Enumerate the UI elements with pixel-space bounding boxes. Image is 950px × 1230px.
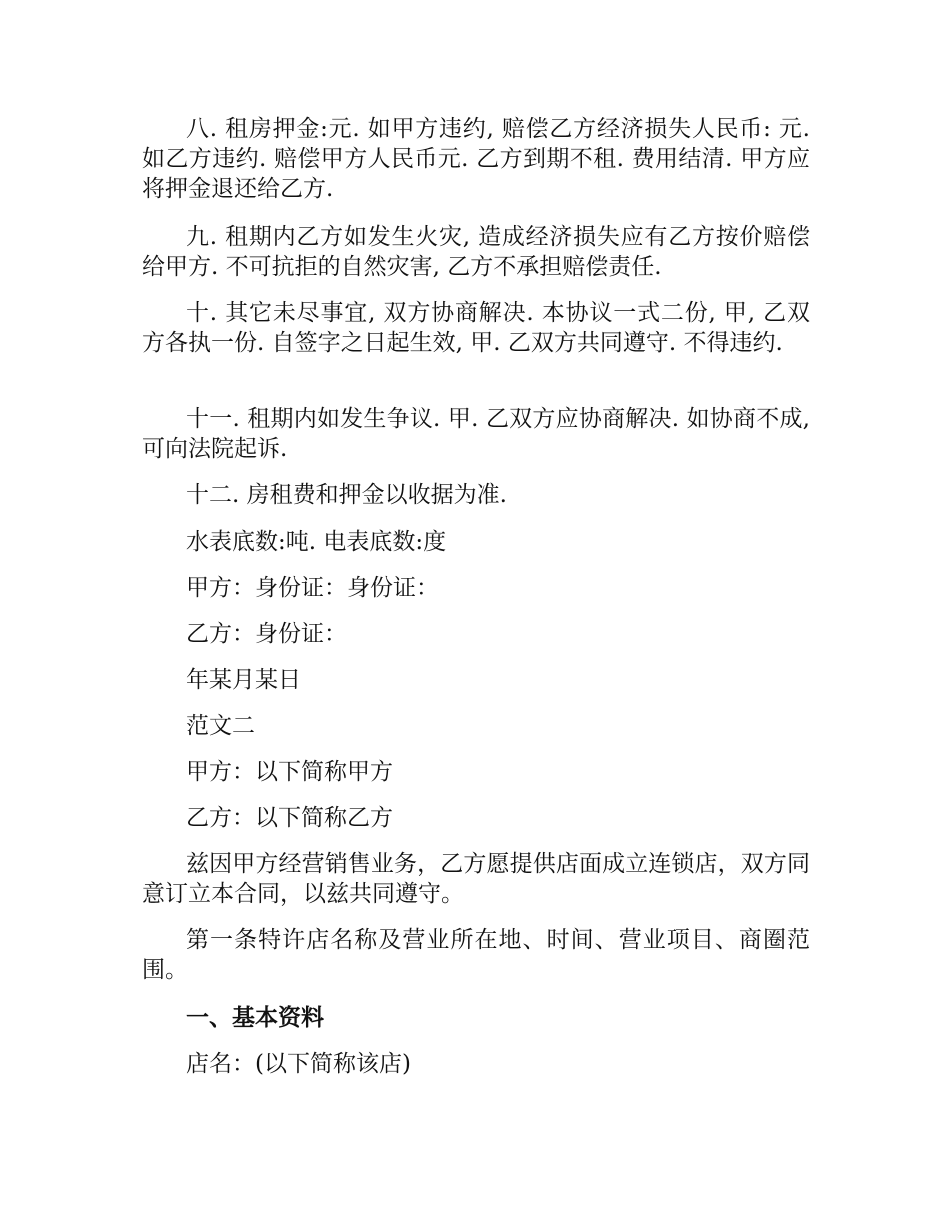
sample-two-title: 范文二	[186, 713, 255, 739]
clause-12-paragraph: 十二. 房租费和押金以收据为准.	[186, 482, 507, 508]
article-1-paragraph: 第一条特许店名称及营业所在地、时间、营业项目、商圈范围。	[142, 927, 810, 983]
preamble-paragraph: 兹因甲方经营销售业务，乙方愿提供店面成立连锁店，双方同意订立本合同，以兹共同遵守。	[142, 851, 810, 907]
party-b-line: 乙方：以下简称乙方	[186, 805, 393, 831]
clause-9-paragraph: 九. 租期内乙方如发生火灾, 造成经济损失应有乙方按价赔偿给甲方. 不可抗拒的自然灾害, 乙方不承担赔偿责任.	[142, 224, 810, 280]
meter-readings-line: 水表底数:吨. 电表底数:度	[186, 529, 447, 555]
date-line: 年某月某日	[186, 667, 301, 693]
party-b-id-line: 乙方：身份证：	[186, 621, 347, 647]
party-a-line: 甲方：以下简称甲方	[186, 759, 393, 785]
party-a-id-line: 甲方：身份证：身份证：	[186, 575, 439, 601]
clause-10-paragraph: 十. 其它未尽事宜, 双方协商解决. 本协议一式二份, 甲, 乙双方各执一份. 自签字之日起生效, 甲. 乙双方共同遵守. 不得违约.	[142, 300, 810, 356]
basic-info-heading: 一、基本资料	[186, 1004, 324, 1031]
clause-8-paragraph: 八. 租房押金:元. 如甲方违约, 赔偿乙方经济损失人民币: 元. 如乙方违约. 赔偿甲方人民币元. 乙方到期不租. 费用结清. 甲方应将押金退还给乙方.	[142, 116, 810, 202]
store-name-line: 店名：(以下简称该店)	[186, 1051, 411, 1077]
clause-11-paragraph: 十一. 租期内如发生争议. 甲. 乙双方应协商解决. 如协商不成, 可向法院起诉.	[142, 406, 810, 462]
